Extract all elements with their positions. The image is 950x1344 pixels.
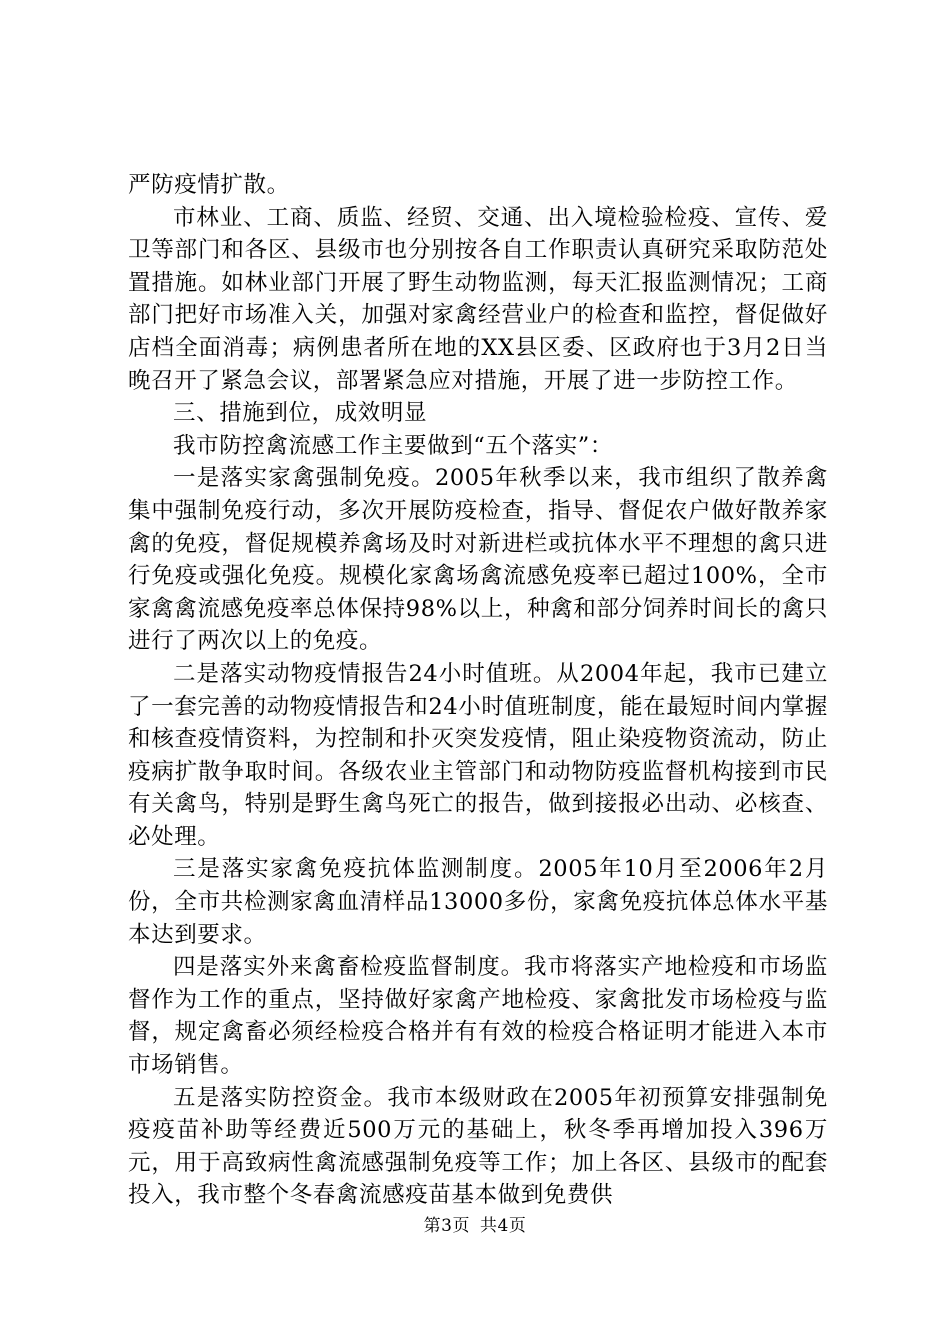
page-total: 共4页 [480, 1216, 527, 1236]
document-body [128, 169, 828, 1212]
paragraph-8: 四是落实外来禽畜检疫监督制度。我市将落实产地检疫和市场监督作为工作的重点，坚持做好家禽产地检疫、家禽批发市场检疫与监督，规定禽畜必须经检疫合格并有有效的检疫合格证明才能进入本市市场销售。 [128, 954, 828, 1079]
paragraph-7: 三是落实家禽免疫抗体监测制度。2005年10月至2006年2月份，全市共检测家禽血清样品13000多份，家禽免疫抗体总体水平基本达到要求。 [128, 856, 828, 948]
page-footer [0, 1216, 950, 1236]
paragraph-9: 五是落实防控资金。我市本级财政在2005年初预算安排强制免疫疫苗补助等经费近500万元的基础上，秋冬季再增加投入396万元，用于高致病性禽流感强制免疫等工作；加上各区、县级市的配套投入，我市整个冬春禽流感疫苗基本做到免费供 [128, 1084, 828, 1209]
section-heading: 三、措施到位，成效明显 [173, 400, 428, 427]
paragraph-6: 二是落实动物疫情报告24小时值班。从2004年起，我市已建立了一套完善的动物疫情报告和24小时值班制度，能在最短时间内掌握和核查疫情资料，为控制和扑灭突发疫情，阻止染疫物资流动，防止疫病扩散争取时间。各级农业主管部门和动物防疫监督机构接到市民有关禽鸟，特别是野生禽鸟死亡的报告，做到接报必出动、必核查、必处理。 [128, 660, 828, 850]
paragraph-1: 严防疫情扩散。 [128, 172, 290, 198]
paragraph-2: 市林业、工商、质监、经贸、交通、出入境检验检疫、宣传、爱卫等部门和各区、县级市也分别按各自工作职责认真研究采取防范处置措施。如林业部门开展了野生动物监测，每天汇报监测情况；工商部门把好市场准入关，加强对家禽经营业户的检查和监控，督促做好店档全面消毒；病例患者所在地的XX县区委、区政府也于3月2日当晚召开了紧急会议，部署紧急应对措施，开展了进一步防控工作。 [128, 204, 828, 394]
page-number: 第3页 [423, 1216, 470, 1236]
paragraph-5: 一是落实家禽强制免疫。2005年秋季以来，我市组织了散养禽集中强制免疫行动，多次开展防疫检查，指导、督促农户做好散养家禽的免疫，督促规模养禽场及时对新进栏或抗体水平不理想的禽只进行免疫或强化免疫。规模化家禽场禽流感免疫率已超过100%，全市家禽禽流感免疫率总体保持98%以上，种禽和部分饲养时间长的禽只进行了两次以上的免疫。 [128, 465, 828, 655]
paragraph-4: 我市防控禽流感工作主要做到“五个落实”： [173, 432, 614, 459]
